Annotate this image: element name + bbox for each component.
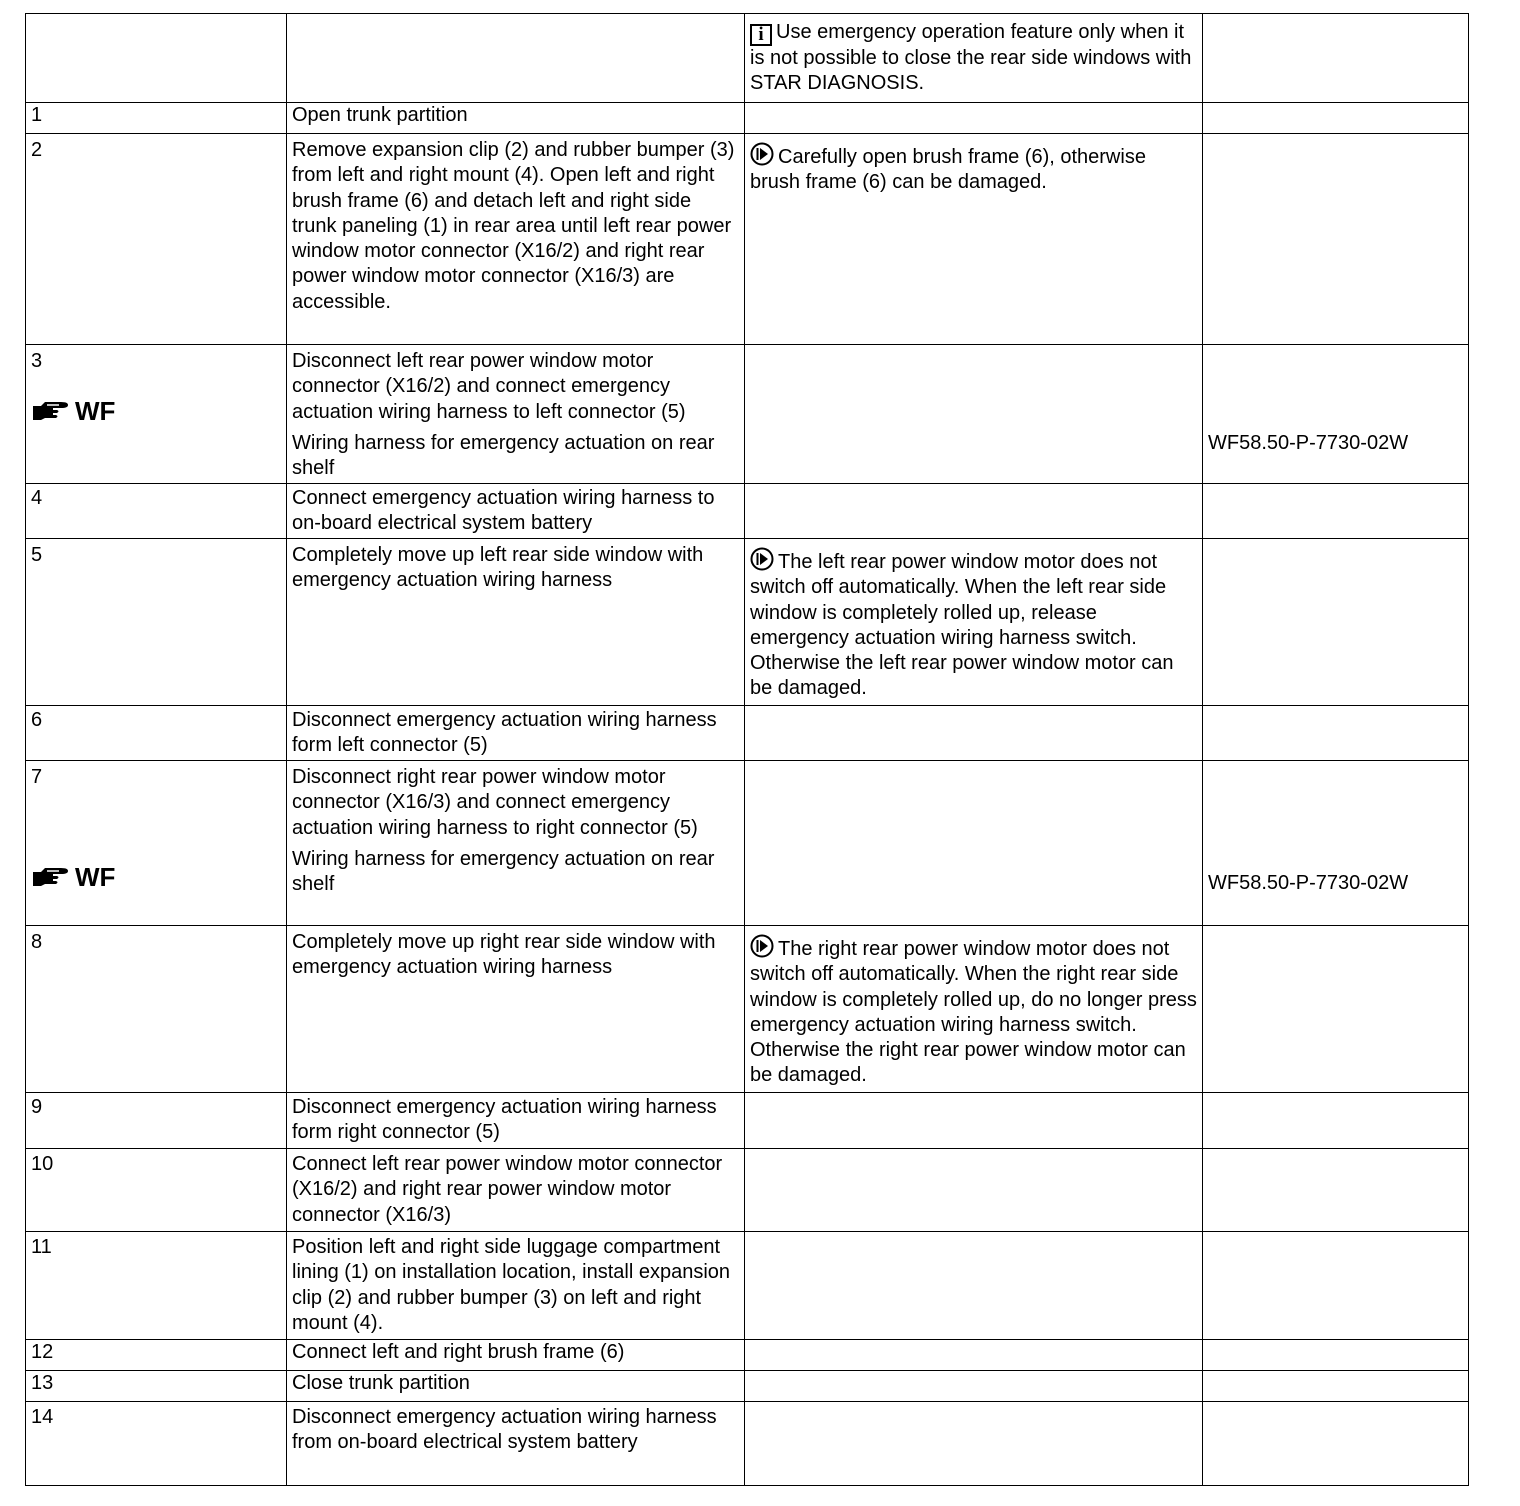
procedure-table: [25, 13, 1469, 1486]
step-text: Connect left rear power window motor connector (X16/2) and right rear power window motor connector (X16/3): [287, 1149, 745, 1232]
table-row: [26, 761, 1469, 926]
step-text: Completely move up right rear side window with emergency actuation wiring harness: [287, 926, 745, 1093]
table-row: [26, 1371, 1469, 1402]
note-arrow-icon: [750, 547, 774, 571]
table-row: [26, 1232, 1469, 1340]
step-number: 2: [26, 134, 287, 345]
step-text: Disconnect emergency actuation wiring harness form left connector (5): [287, 706, 745, 761]
step-text: Disconnect emergency actuation wiring harness from on-board electrical system battery: [287, 1402, 745, 1486]
step-text: Position left and right side luggage compartment lining (1) on installation location, install expansion clip (2) and rubber bumper (3) on left and right mount (4).: [287, 1232, 745, 1340]
note-cell: [745, 539, 1203, 706]
step-number: 13: [26, 1371, 287, 1402]
wf-label: WF: [75, 396, 116, 427]
table-row: [26, 1093, 1469, 1149]
pointing-hand-icon: [31, 864, 71, 890]
step-text: Close trunk partition: [287, 1371, 745, 1402]
step-text: Completely move up left rear side window with emergency actuation wiring harness: [287, 539, 745, 706]
table-row: [26, 484, 1469, 539]
step-number: 9: [26, 1093, 287, 1149]
note-text: The left rear power window motor does not switch off automatically. When the left rear side window is completely rolled up, release emergency actuation wiring harness switch. Otherwise the left rear power window motor can be damaged.: [750, 551, 1174, 700]
table-row: [26, 1340, 1469, 1371]
wf-label: WF: [75, 862, 116, 893]
note-cell: [745, 14, 1203, 103]
step-number: 7: [31, 766, 43, 788]
step-text: Connect emergency actuation wiring harness to on-board electrical system battery: [287, 484, 745, 539]
table-row: [26, 539, 1469, 706]
note-cell: [745, 926, 1203, 1093]
step-number-cell: [26, 14, 287, 103]
step-text: Open trunk partition: [287, 103, 745, 134]
wf-text: Wiring harness for emergency actuation on rear shelf: [292, 431, 715, 480]
reference-cell: [1203, 14, 1469, 103]
note-cell: [745, 134, 1203, 345]
step-number: 6: [26, 706, 287, 761]
step-text: Disconnect emergency actuation wiring harness form right connector (5): [287, 1093, 745, 1149]
step-text-cell: [287, 14, 745, 103]
info-note-text: Use emergency operation feature only when it is not possible to close the rear side windows with STAR DIAGNOSIS.: [750, 21, 1192, 95]
step-text: Remove expansion clip (2) and rubber bumper (3) from left and right mount (4). Open left and right brush frame (6) and detach left and right side trunk paneling (1) in rear area until left rear power window motor connector (X16/2) and right rear power window motor connector (X16/3) are accessible.: [287, 134, 745, 345]
table-row: [26, 345, 1469, 484]
step-number: 3: [31, 350, 43, 372]
wf-text: Wiring harness for emergency actuation on rear shelf: [292, 847, 715, 896]
table-row: [26, 1149, 1469, 1232]
step-number: 8: [26, 926, 287, 1093]
step-number: 14: [26, 1402, 287, 1486]
wf-reference-link[interactable]: WF58.50-P-7730-02W: [1208, 872, 1409, 894]
step-number: 10: [26, 1149, 287, 1232]
table-row: [26, 134, 1469, 345]
step-number: 5: [26, 539, 287, 706]
pointing-hand-icon: [31, 398, 71, 424]
step-text: Connect left and right brush frame (6): [287, 1340, 745, 1371]
note-arrow-icon: [750, 934, 774, 958]
step-number: 4: [26, 484, 287, 539]
table-row: [26, 14, 1469, 103]
step-text: Disconnect left rear power window motor connector (X16/2) and connect emergency actuation wiring harness to left connector (5): [292, 350, 686, 423]
table-row: [26, 926, 1469, 1093]
table-row: [26, 103, 1469, 134]
note-text: Carefully open brush frame (6), otherwise brush frame (6) can be damaged.: [750, 146, 1146, 194]
wf-reference-link[interactable]: WF58.50-P-7730-02W: [1208, 432, 1409, 454]
step-number: 1: [26, 103, 287, 134]
table-row: [26, 706, 1469, 761]
table-row: [26, 1402, 1469, 1486]
wf-reference-marker: [31, 862, 281, 892]
note-text: The right rear power window motor does not switch off automatically. When the right rear side window is completely rolled up, do no longer press emergency actuation wiring harness switch. Otherwise the right rear power window motor can be damaged.: [750, 938, 1197, 1087]
step-number: 12: [26, 1340, 287, 1371]
note-arrow-icon: [750, 142, 774, 166]
step-text: Disconnect right rear power window motor connector (X16/3) and connect emergency actuation wiring harness to right connector (5): [292, 766, 698, 839]
info-icon: i: [750, 24, 772, 46]
wf-reference-marker: [31, 396, 281, 426]
step-number: 11: [26, 1232, 287, 1340]
